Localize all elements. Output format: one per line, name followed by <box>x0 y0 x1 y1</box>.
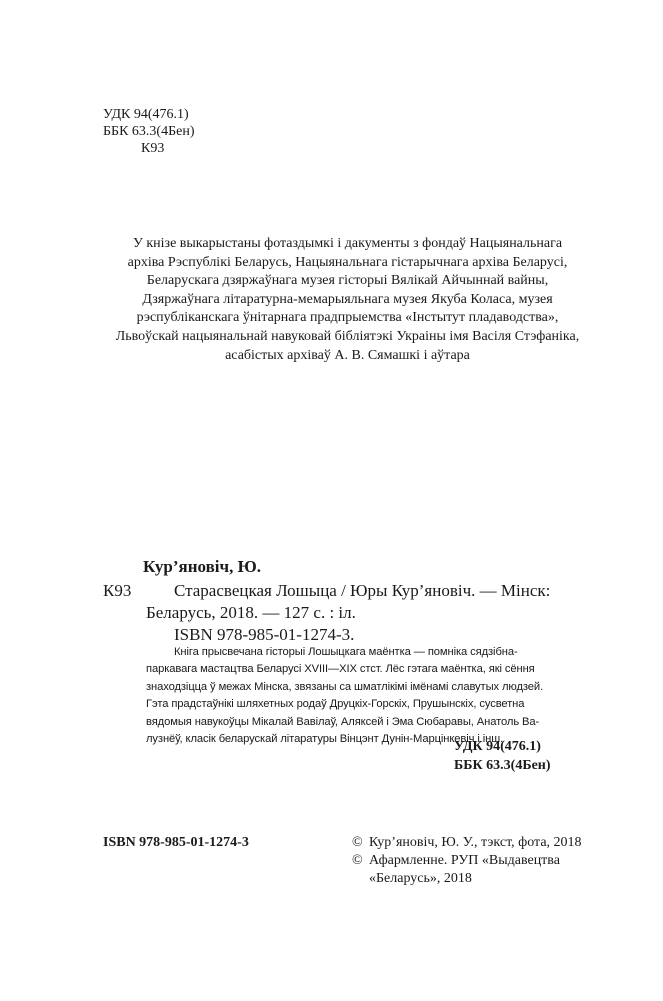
credits-line-2: архіва Рэспублікі Беларусь, Нацыянальнага гістарычнага архіва Беларусі, <box>127 254 568 270</box>
copyright-1-symbol: © <box>352 835 363 850</box>
credits-line-1: У кнізе выкарыстаны фотаздымкі і дакументы з фондаў Нацыянальнага <box>132 236 563 251</box>
top-udk: УДК 94(476.1) <box>103 107 189 122</box>
catalog-annotation <box>146 644 561 748</box>
credits-line-3: Беларускага дзяржаўнага музея гісторыі Вялікай Айчыннай вайны, <box>146 273 549 289</box>
copyright-2-text-line-1: Афармленне. РУП «Выдавецтва <box>369 853 560 868</box>
credits-line-4: Дзяржаўнага літаратурна-мемарыяльнага музея Якуба Коласа, музея <box>142 291 553 307</box>
annotation-line-3: знаходзіцца ў межах Мінска, звязаны са шматлікімі імёнамі славутых людзей. <box>146 680 544 693</box>
catalog-title-line-2: Беларусь, 2018. — 127 с. : іл. <box>146 603 356 622</box>
top-author-mark: К93 <box>141 141 165 156</box>
catalog-author-heading: Кур’яновіч, Ю. <box>143 557 261 576</box>
footer-isbn: ISBN 978-985-01-1274-3 <box>103 835 249 850</box>
photo-credits <box>85 235 610 365</box>
catalog-udk: УДК 94(476.1) <box>454 739 541 754</box>
top-classification <box>103 106 303 157</box>
copyright-2-symbol: © <box>352 853 363 868</box>
catalog-bbk: ББК 63.3(4Бен) <box>454 758 551 773</box>
credits-line-7: асабістых архіваў А. В. Сямашкі і аўтара <box>225 347 470 363</box>
catalog-title-line-1: Старасвецкая Лошыца / Юры Кур’яновіч. — Мінск: <box>174 581 551 600</box>
catalog-isbn: ISBN 978-985-01-1274-3. <box>174 625 355 644</box>
annotation-line-2: паркавага мастацтва Беларусі XVIII—XIX стст. Лёс гэтага маёнтка, які сёння <box>146 663 535 676</box>
credits-line-5: рэспубліканскага ўнітарнага прадпрыемства «Інстытут пладаводства», <box>136 310 559 326</box>
top-bbk: ББК 63.3(4Бен) <box>103 124 195 139</box>
copyright-1-text: Кур’яновіч, Ю. У., тэкст, фота, 2018 <box>369 835 582 850</box>
copyright-2-text-line-2: «Беларусь», 2018 <box>369 871 472 886</box>
annotation-line-5: вядомыя навукоўцы Мікалай Вавілаў, Аляксей і Эма Сюбаравы, Анатоль Ва- <box>146 715 540 728</box>
catalog-mark: К93 <box>103 581 132 600</box>
annotation-line-1: Кніга прысвечана гісторыі Лошыцкага маёнтка — помніка сядзібна- <box>174 646 518 658</box>
annotation-line-6: лузнёў, класік беларускай літаратуры Вінцэнт Дунін-Марцінкевіч і інш. <box>146 733 504 746</box>
credits-line-6: Львоўскай нацыянальнай навуковай бібліятэкі Украіны імя Васіля Стэфаніка, <box>115 328 580 344</box>
annotation-line-4: Гэта прадстаўнікі шляхетных родаў Друцкіх-Горскіх, Прушынскіх, сусветна <box>146 698 525 711</box>
